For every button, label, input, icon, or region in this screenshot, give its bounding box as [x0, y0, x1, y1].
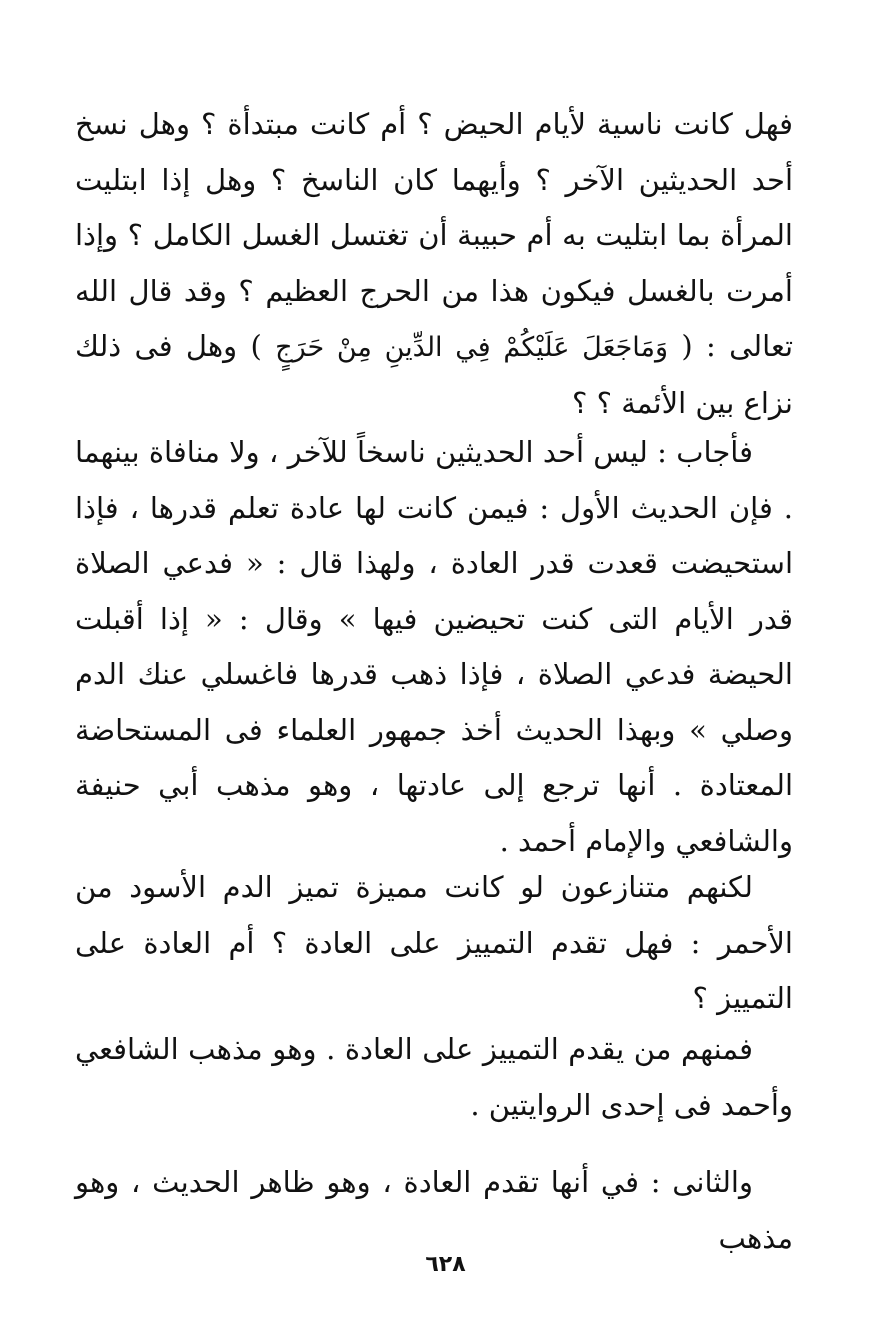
quran-verse: وَمَاجَعَلَ عَلَيْكُمْ فِي الدِّينِ مِنْ حَرَجٍ — [275, 332, 669, 363]
page-number: ٦٢٨ — [425, 1252, 466, 1277]
question-paragraph — [75, 97, 793, 431]
answer-paragraph: فأجاب : ليس أحد الحديثين ناسخاً للآخر ، ولا منافاة بينهما . فإن الحديث الأول : فيمن كانت لها عادة تعلم قدرها ، فإذا استحيضت قعدت قدر العادة ، ولهذا قال : « فدعي الصلاة قدر الأيام التى كنت تحيضين فيها » وقال : « إذا أقبلت الحيضة فدعي الصلاة ، فإذا ذهب قدرها فاغسلي عنك الدم وصلي » وبهذا الحديث أخذ جمهور العلماء فى المستحاضة المعتادة . أنها ترجع إلى عادتها ، وهو مذهب أبي حنيفة والشافعي والإمام أحمد . — [75, 435, 793, 858]
question-text: فهل كانت ناسية لأيام الحيض ؟ أم كانت مبتدأة ؟ وهل نسخ أحد الحديثين الآخر ؟ وأيهما كان الناسخ ؟ وهل إذا ابتليت المرأة بما ابتليت به أم حبيبة أن تغتسل الغسل الكامل ؟ وإذا أمرت بالغسل فيكون هذا من الحرج العظيم ؟ وقد قال الله تعالى : ( — [75, 107, 794, 363]
dispute-paragraph: لكنهم متنازعون لو كانت مميزة تميز الدم الأسود من الأحمر : فهل تقدم التمييز على العادة ؟ أم العادة على التمييز ؟ — [75, 870, 793, 1015]
question-text-end: ) وهل فى ذلك نزاع بين الأئمة ؟ ؟ — [75, 329, 793, 420]
second-opinion-paragraph: والثانى : في أنها تقدم العادة ، وهو ظاهر الحديث ، وهو مذهب — [75, 1165, 793, 1255]
first-opinion-paragraph: فمنهم من يقدم التمييز على العادة . وهو مذهب الشافعي وأحمد فى إحدى الروايتين . — [75, 1032, 793, 1122]
